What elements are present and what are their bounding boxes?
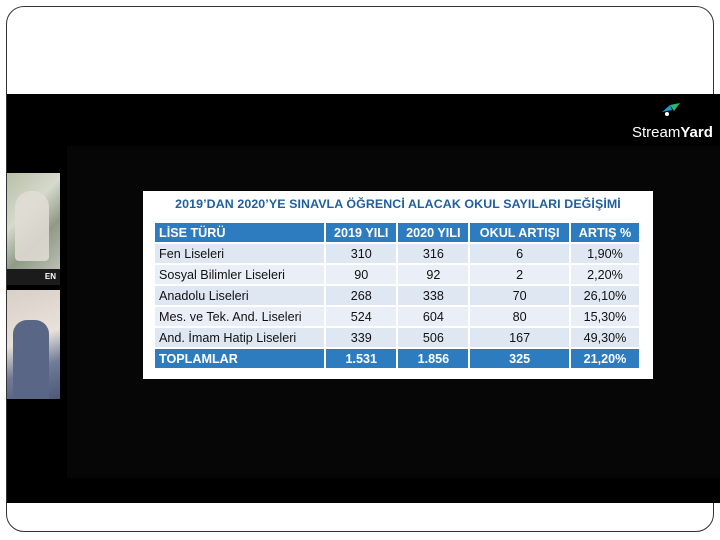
cell-total-increase-pct: 21,20%: [571, 349, 639, 368]
shared-table-slide: [143, 191, 653, 379]
streamyard-logo: [630, 106, 720, 146]
streamyard-wordmark: [632, 124, 713, 141]
header-2020: 2020 YILI: [398, 223, 468, 242]
cell-increase-pct: 49,30%: [571, 328, 639, 347]
cell-2020: 316: [398, 244, 468, 263]
table-total-row: [155, 349, 639, 368]
cell-2020: 92: [398, 265, 468, 284]
cell-total-label: TOPLAMLAR: [155, 349, 324, 368]
cell-increase: 6: [470, 244, 569, 263]
cell-school-type: Sosyal Bilimler Liseleri: [155, 265, 324, 284]
table-row: [155, 244, 639, 263]
participant-silhouette: [13, 320, 49, 399]
cell-2020: 506: [398, 328, 468, 347]
header-increase-pct: ARTIŞ %: [571, 223, 639, 242]
cell-school-type: Anadolu Liseleri: [155, 286, 324, 305]
cell-school-type: Mes. ve Tek. And. Liseleri: [155, 307, 324, 326]
header-increase: OKUL ARTIŞI: [470, 223, 569, 242]
cell-2019: 90: [326, 265, 396, 284]
cell-2019: 310: [326, 244, 396, 263]
cell-increase: 167: [470, 328, 569, 347]
table-row: [155, 307, 639, 326]
table-title: 2019’DAN 2020’YE SINAVLA ÖĞRENCİ ALACAK OKUL SAYILARI DEĞİŞİMİ: [175, 197, 621, 211]
header-school-type: LİSE TÜRÜ: [155, 223, 324, 242]
table-row: [155, 286, 639, 305]
participant-video-1[interactable]: [7, 173, 60, 285]
streamyard-logo-icon: [660, 102, 682, 118]
school-count-table: [153, 221, 641, 370]
cell-increase-pct: 1,90%: [571, 244, 639, 263]
cell-total-2020: 1.856: [398, 349, 468, 368]
table-row: [155, 328, 639, 347]
cell-2019: 524: [326, 307, 396, 326]
cell-2020: 338: [398, 286, 468, 305]
participant-video-2[interactable]: [7, 290, 60, 399]
cell-total-2019: 1.531: [326, 349, 396, 368]
cell-increase-pct: 26,10%: [571, 286, 639, 305]
cell-total-increase: 325: [470, 349, 569, 368]
brand-name-bold: Yard: [680, 124, 713, 141]
cell-2019: 268: [326, 286, 396, 305]
cell-increase-pct: 2,20%: [571, 265, 639, 284]
participant-name-tag: EN: [7, 269, 60, 285]
cell-school-type: And. İmam Hatip Liseleri: [155, 328, 324, 347]
cell-increase: 80: [470, 307, 569, 326]
participant-silhouette: [15, 191, 49, 261]
cell-2019: 339: [326, 328, 396, 347]
brand-name-regular: Stream: [632, 124, 681, 141]
cell-increase-pct: 15,30%: [571, 307, 639, 326]
cell-school-type: Fen Liseleri: [155, 244, 324, 263]
table-row: [155, 265, 639, 284]
cell-2020: 604: [398, 307, 468, 326]
cell-increase: 70: [470, 286, 569, 305]
table-header-row: [155, 223, 639, 242]
cell-increase: 2: [470, 265, 569, 284]
header-2019: 2019 YILI: [326, 223, 396, 242]
